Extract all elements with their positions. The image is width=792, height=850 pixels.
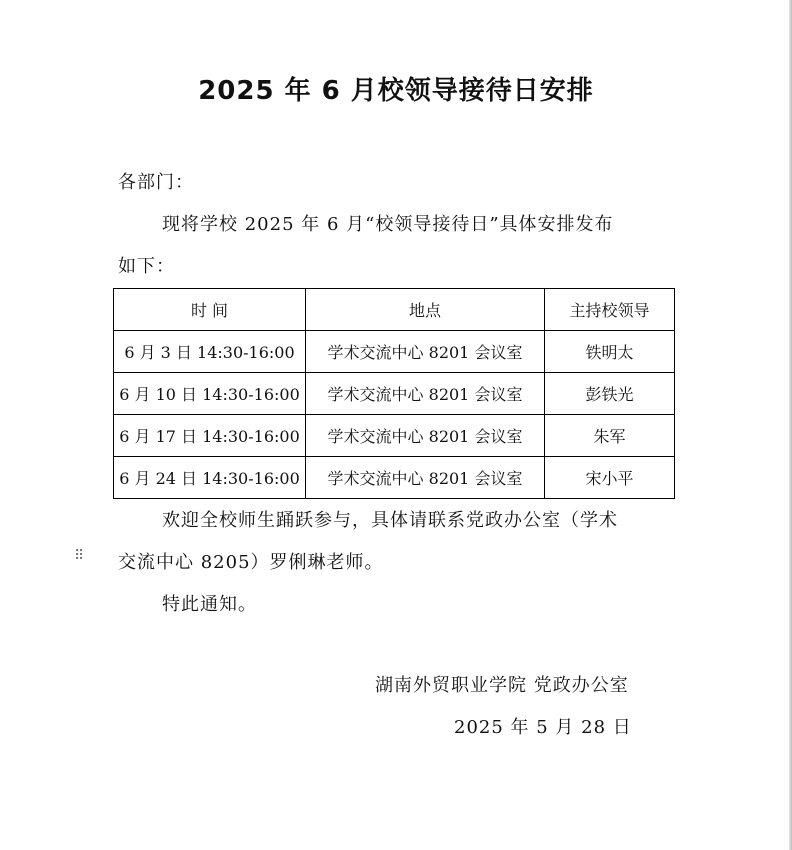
signature-date: 2025 年 5 月 28 日 bbox=[454, 717, 632, 738]
welcome-paragraph-line1: 欢迎全校师生踊跃参与，具体请联系党政办公室（学术 bbox=[162, 510, 618, 531]
cell-location: 学术交流中心 8201 会议室 bbox=[306, 457, 545, 499]
cell-location: 学术交流中心 8201 会议室 bbox=[306, 415, 545, 457]
document-title: 2025 年 6 月校领导接待日安排 bbox=[198, 76, 594, 106]
cell-host: 宋小平 bbox=[545, 457, 675, 499]
header-location: 地点 bbox=[306, 289, 545, 331]
table-row bbox=[114, 373, 675, 415]
cell-time: 6 月 10 日 14:30-16:00 bbox=[114, 373, 306, 415]
table-row bbox=[114, 415, 675, 457]
notice-text: 特此通知。 bbox=[162, 594, 257, 615]
intro-paragraph-line2: 如下： bbox=[118, 256, 175, 277]
header-time: 时 间 bbox=[114, 289, 306, 331]
drag-handle-icon[interactable]: ⠿ bbox=[74, 548, 84, 564]
header-host: 主持校领导 bbox=[545, 289, 675, 331]
welcome-paragraph-line2: 交流中心 8205）罗俐琳老师。 bbox=[118, 552, 384, 573]
cell-time: 6 月 24 日 14:30-16:00 bbox=[114, 457, 306, 499]
intro-paragraph-line1: 现将学校 2025 年 6 月“校领导接待日”具体安排发布 bbox=[162, 214, 614, 235]
salutation: 各部门： bbox=[118, 172, 194, 193]
cell-time: 6 月 17 日 14:30-16:00 bbox=[114, 415, 306, 457]
table-header-row bbox=[114, 289, 675, 331]
cell-host: 彭铁光 bbox=[545, 373, 675, 415]
cell-host: 朱军 bbox=[545, 415, 675, 457]
cell-host: 铁明太 bbox=[545, 331, 675, 373]
cell-location: 学术交流中心 8201 会议室 bbox=[306, 373, 545, 415]
table-row bbox=[114, 331, 675, 373]
cell-time: 6 月 3 日 14:30-16:00 bbox=[114, 331, 306, 373]
cell-location: 学术交流中心 8201 会议室 bbox=[306, 331, 545, 373]
signature-organization: 湖南外贸职业学院 党政办公室 bbox=[375, 675, 629, 696]
schedule-table bbox=[113, 288, 675, 499]
table-row bbox=[114, 457, 675, 499]
